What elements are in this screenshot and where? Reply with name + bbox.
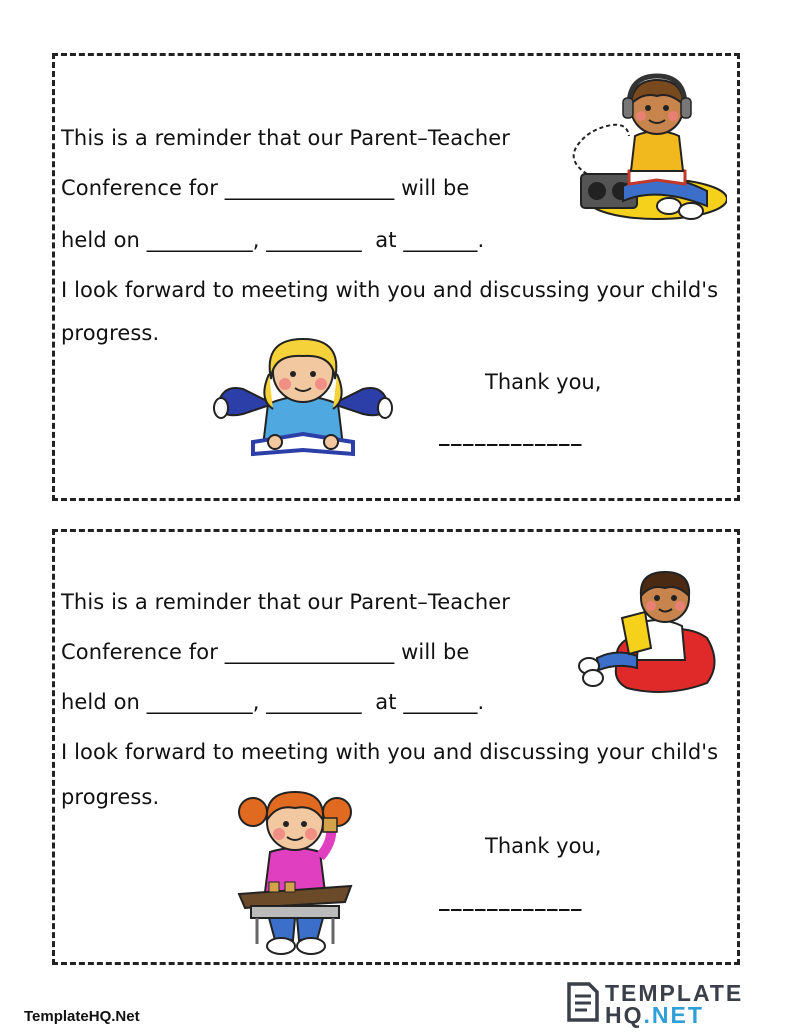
held-on-label: held on bbox=[61, 690, 147, 714]
boy-with-headphones-reading-icon bbox=[557, 66, 727, 231]
logo-hq: HQ bbox=[605, 1002, 644, 1028]
signature-blank[interactable]: ____________ bbox=[439, 422, 583, 446]
date-blank[interactable]: _________ bbox=[266, 228, 362, 252]
time-blank[interactable]: _______ bbox=[403, 690, 478, 714]
day-blank[interactable]: __________ bbox=[146, 228, 253, 252]
conference-suffix: will be bbox=[394, 640, 470, 664]
forward-line: I look forward to meeting with you and discussing your child's bbox=[61, 278, 719, 302]
document-logo-icon bbox=[565, 980, 601, 1024]
day-blank[interactable]: __________ bbox=[146, 690, 253, 714]
date-line bbox=[61, 228, 484, 252]
reminder-note-2 bbox=[52, 529, 740, 965]
time-blank[interactable]: _______ bbox=[403, 228, 478, 252]
logo-net: .NET bbox=[643, 1002, 704, 1028]
conference-prefix: Conference for bbox=[61, 640, 225, 664]
thank-you-text: Thank you, bbox=[485, 834, 602, 858]
comma: , bbox=[252, 690, 267, 714]
thank-you-text: Thank you, bbox=[485, 370, 602, 394]
reminder-line: This is a reminder that our Parent–Teacher bbox=[61, 126, 511, 150]
date-blank[interactable]: _________ bbox=[266, 690, 362, 714]
date-line bbox=[61, 690, 484, 714]
conference-line bbox=[61, 176, 469, 200]
progress-line: progress. bbox=[61, 785, 160, 809]
conference-line bbox=[61, 640, 469, 664]
girl-reading-book-icon bbox=[213, 334, 393, 459]
child-name-blank[interactable]: ________________ bbox=[224, 640, 395, 664]
reminder-note-1 bbox=[52, 53, 740, 501]
templatehq-logo[interactable] bbox=[565, 978, 765, 1028]
boy-on-beanbag-reading-icon bbox=[577, 568, 722, 698]
held-on-label: held on bbox=[61, 228, 147, 252]
forward-line: I look forward to meeting with you and discussing your child's bbox=[61, 740, 719, 764]
reminder-line: This is a reminder that our Parent–Teacher bbox=[61, 590, 511, 614]
period: . bbox=[477, 228, 485, 252]
footer-site-text: TemplateHQ.Net bbox=[24, 1008, 140, 1025]
progress-line: progress. bbox=[61, 321, 160, 345]
comma: , bbox=[252, 228, 267, 252]
child-name-blank[interactable]: ________________ bbox=[224, 176, 395, 200]
logo-word-template: TEMPLATE bbox=[605, 980, 744, 1006]
signature-blank[interactable]: ____________ bbox=[439, 887, 583, 911]
conference-suffix: will be bbox=[394, 176, 470, 200]
period: . bbox=[477, 690, 485, 714]
girl-at-desk-with-blocks-icon bbox=[235, 782, 355, 957]
logo-word-hq-net bbox=[605, 1002, 704, 1029]
conference-prefix: Conference for bbox=[61, 176, 225, 200]
at-label: at bbox=[361, 690, 404, 714]
at-label: at bbox=[361, 228, 404, 252]
